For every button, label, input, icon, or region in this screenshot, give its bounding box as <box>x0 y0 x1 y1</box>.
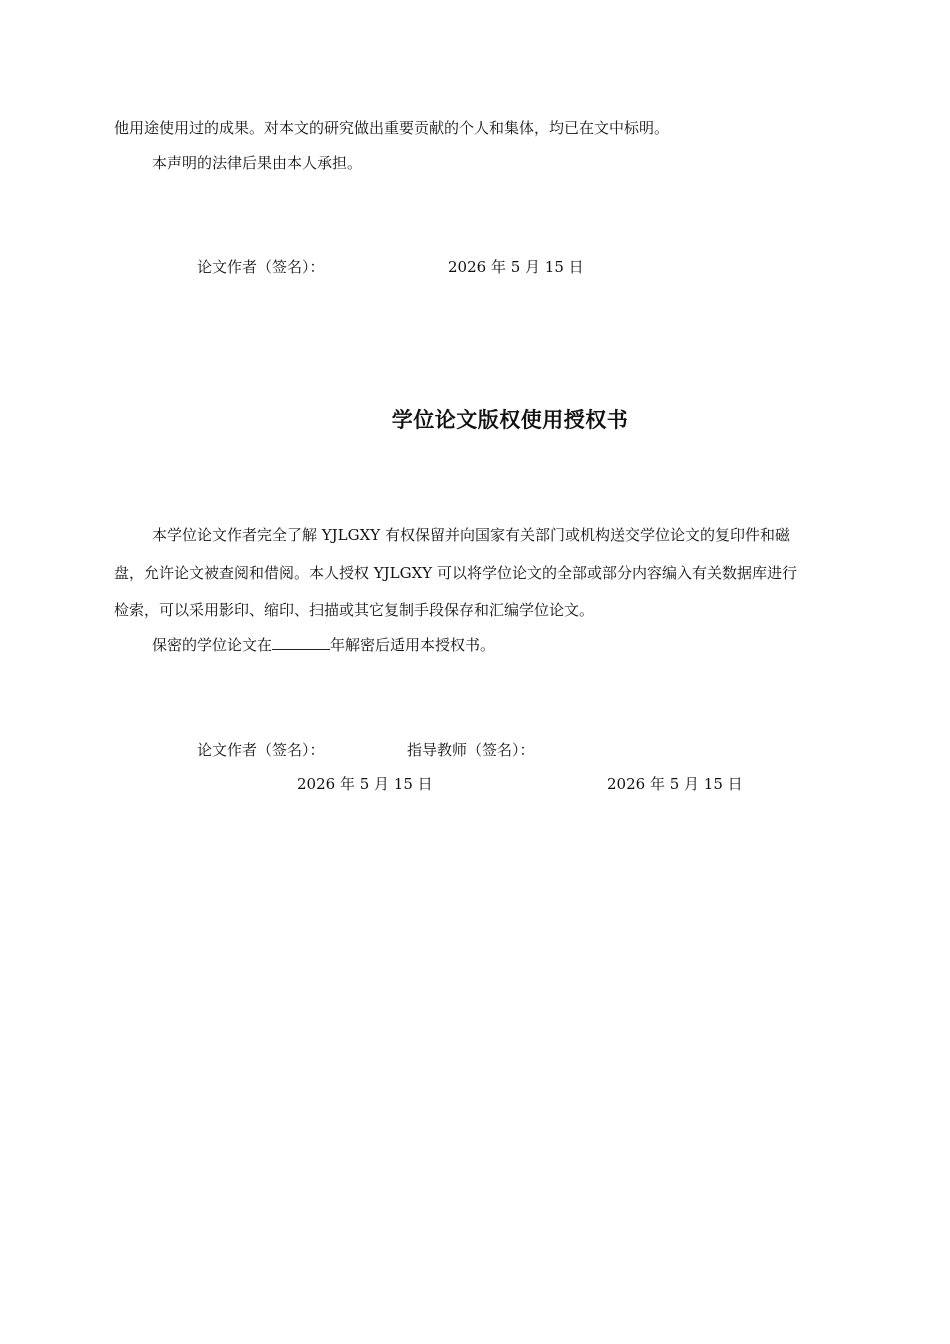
authorization-advisor-signature-label: 指导教师（签名）： <box>407 741 535 759</box>
secrecy-statement <box>152 635 495 655</box>
secrecy-statement-suffix: 年解密后适用本授权书。 <box>330 636 496 654</box>
secrecy-statement-prefix: 保密的学位论文在 <box>152 636 273 654</box>
authorization-author-date: 2026 年 5 月 15 日 <box>297 775 433 793</box>
authorization-paragraph-line-1: 本学位论文作者完全了解 YJLGXY 有权保留并向国家有关部门或机构送交学位论文的复印件和磁 <box>152 526 790 544</box>
declaration-author-signature-label: 论文作者（签名）： <box>197 258 325 276</box>
years-blank-field <box>272 635 330 650</box>
authorization-paragraph-line-2: 盘，允许论文被查阅和借阅。本人授权 YJLGXY 可以将学位论文的全部或部分内容编入有关数据库进行 <box>114 564 797 582</box>
declaration-line-2: 本声明的法律后果由本人承担。 <box>152 154 363 172</box>
authorization-author-signature-label: 论文作者（签名）： <box>197 741 325 759</box>
authorization-advisor-date: 2026 年 5 月 15 日 <box>607 775 743 793</box>
declaration-author-date: 2026 年 5 月 15 日 <box>448 258 584 276</box>
declaration-line-1: 他用途使用过的成果。对本文的研究做出重要贡献的个人和集体，均已在文中标明。 <box>114 119 670 137</box>
authorization-title: 学位论文版权使用授权书 <box>391 408 629 432</box>
authorization-paragraph-line-3: 检索，可以采用影印、缩印、扫描或其它复制手段保存和汇编学位论文。 <box>114 601 595 619</box>
